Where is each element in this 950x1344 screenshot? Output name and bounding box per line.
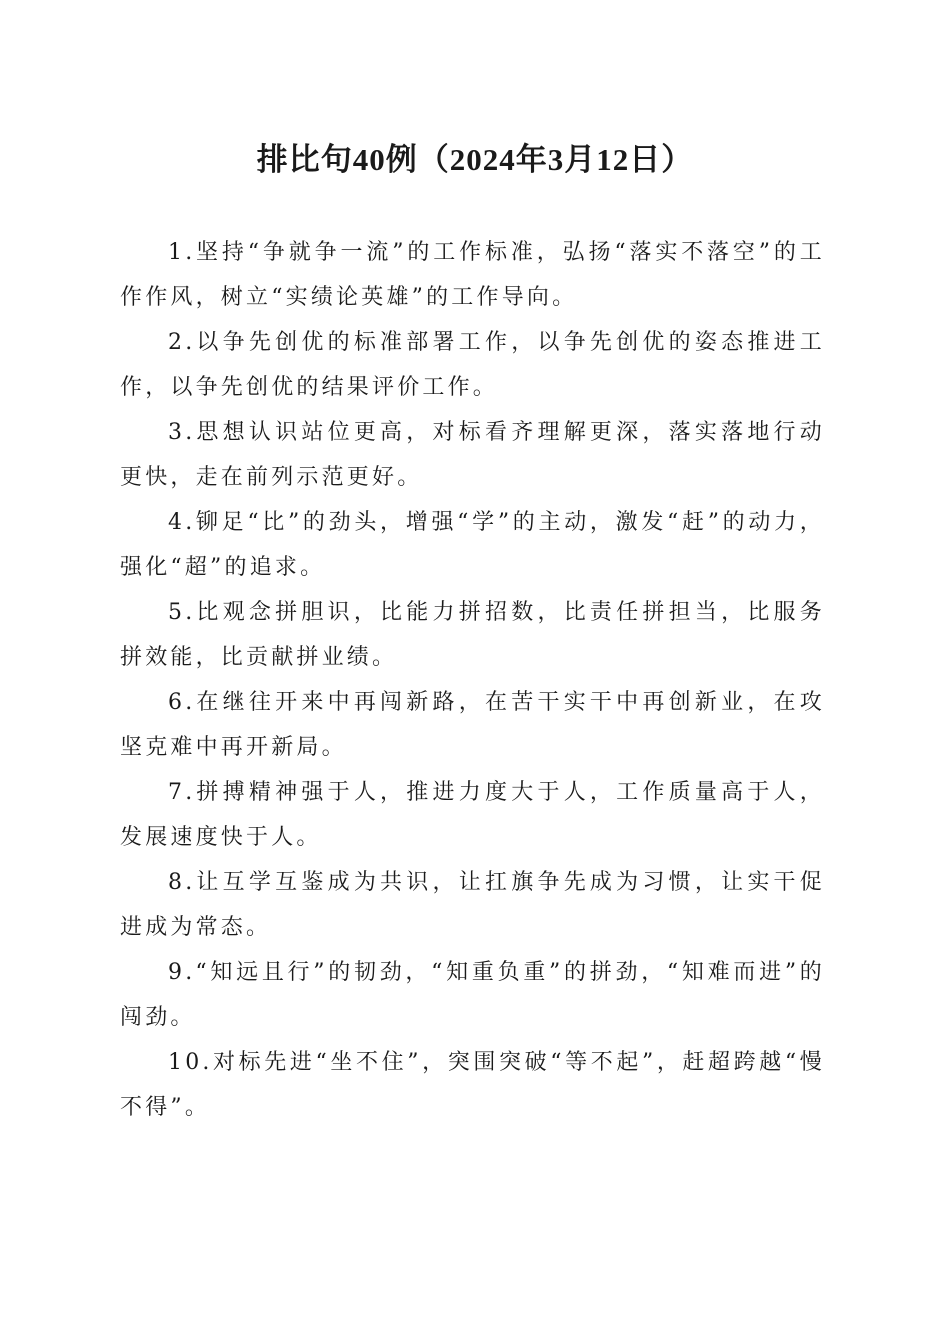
list-item: 6.在继往开来中再闯新路，在苦干实干中再创新业，在攻坚克难中再开新局。 <box>120 690 825 760</box>
list-item: 2.以争先创优的标准部署工作，以争先创优的姿态推进工作，以争先创优的结果评价工作。 <box>120 330 825 400</box>
list-item: 8.让互学互鉴成为共识，让扛旗争先成为习惯，让实干促进成为常态。 <box>120 870 825 940</box>
list-item: 1.坚持“争就争一流”的工作标准，弘扬“落实不落空”的工作作风，树立“实绩论英雄”的工作导向。 <box>120 240 825 310</box>
list-item: 4.铆足“比”的劲头，增强“学”的主动，激发“赶”的动力，强化“超”的追求。 <box>120 510 825 580</box>
list-item: 5.比观念拼胆识，比能力拼招数，比责任拼担当，比服务拼效能，比贡献拼业绩。 <box>120 600 825 670</box>
list-item: 3.思想认识站位更高，对标看齐理解更深，落实落地行动更快，走在前列示范更好。 <box>120 420 825 490</box>
list-item: 10.对标先进“坐不住”，突围突破“等不起”，赶超跨越“慢不得”。 <box>120 1050 825 1120</box>
document-body <box>120 230 825 1130</box>
list-item: 7.拼搏精神强于人，推进力度大于人，工作质量高于人，发展速度快于人。 <box>120 780 825 850</box>
page-title: 排比句40例（2024年3月12日） <box>256 142 694 177</box>
list-item: 9.“知远且行”的韧劲，“知重负重”的拼劲，“知难而进”的闯劲。 <box>120 960 825 1030</box>
